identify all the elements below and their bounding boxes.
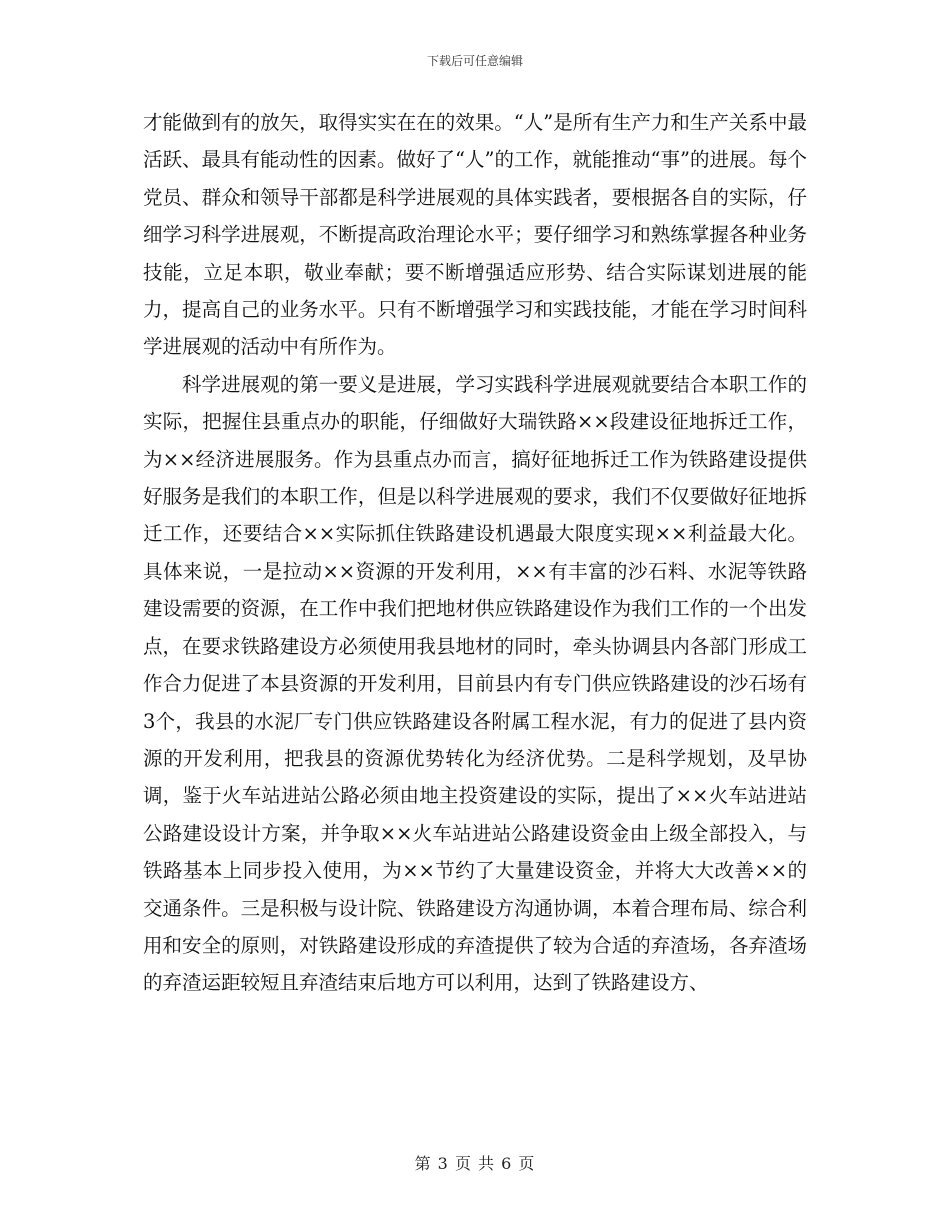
paragraph-continued: 才能做到有的放矢，取得实实在在的效果。“人”是所有生产力和生产关系中最活跃、最具有能动性的因素。做好了“人”的工作，就能推动“事”的进展。每个党员、群众和领导干部都是科学进展观的具体实践者，要根据各自的实际，仔细学习科学进展观，不断提高政治理论水平；要仔细学习和熟练掌握各种业务技能，立足本职，敬业奉献；要不断增强适应形势、结合实际谋划进展的能力，提高自己的业务水平。只有不断增强学习和实践技能，才能在学习时间科学进展观的活动中有所作为。	[143, 111, 807, 359]
document-body	[143, 104, 807, 1002]
paragraph: 科学进展观的第一要义是进展，学习实践科学进展观就要结合本职工作的实际，把握住县重点办的职能，仔细做好大瑞铁路××段建设征地拆迁工作，为××经济进展服务。作为县重点办而言，搞好征地拆迁工作为铁路建设提供好服务是我们的本职工作，但是以科学进展观的要求，我们不仅要做好征地拆迁工作，还要结合××实际抓住铁路建设机遇最大限度实现××利益最大化。具体来说，一是拉动××资源的开发利用，××有丰富的沙石料、水泥等铁路建设需要的资源，在工作中我们把地材供应铁路建设作为我们工作的一个出发点，在要求铁路建设方必须使用我县地材的同时，牵头协调县内各部门形成工作合力促进了本县资源的开发利用，目前县内有专门供应铁路建设的沙石场有3个，我县的水泥厂专门供应铁路建设各附属工程水泥，有力的促进了县内资源的开发利用，把我县的资源优势转化为经济优势。二是科学规划，及早协调，鉴于火车站进站公路必须由地主投资建设的实际，提出了××火车站进站公路建设设计方案，并争取××火车站进站公路建设资金由上级全部投入，与铁路基本上同步投入使用，为××节约了大量建设资金，并将大大改善××的交通条件。三是积极与设计院、铁路建设方沟通协调，本着合理布局、综合利用和安全的原则，对铁路建设形成的弃渣提供了较为合适的弃渣场，各弃渣场的弃渣运距较短且弃渣结束后地方可以利用，达到了铁路建设方、	[143, 372, 807, 995]
page-number-footer: 第 3 页 共 6 页	[414, 1154, 536, 1173]
page-header: 下载后可任意编辑	[426, 54, 523, 68]
